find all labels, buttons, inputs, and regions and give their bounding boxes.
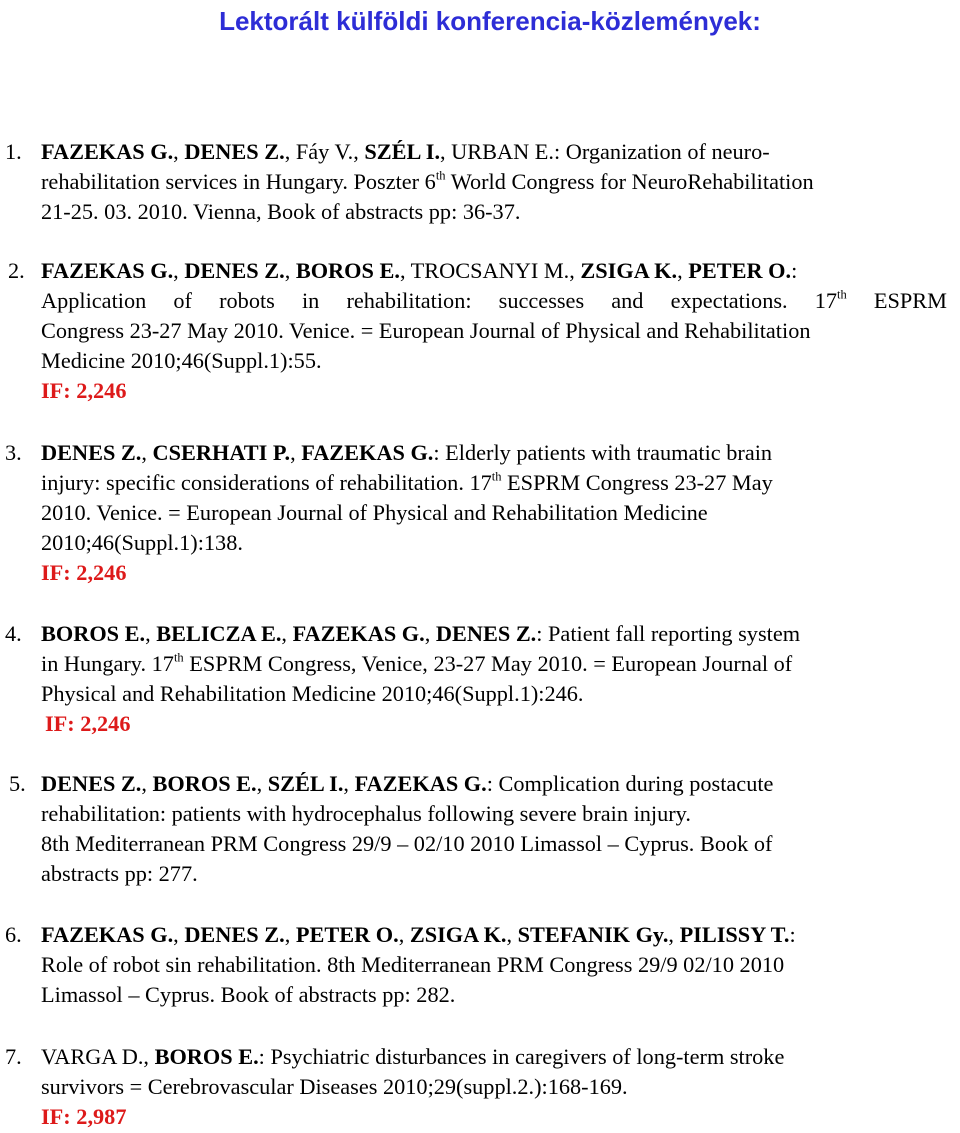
author-name: DENES Z. — [435, 621, 537, 646]
entry-text-line — [41, 346, 947, 376]
author-name: PETER O. — [688, 258, 792, 283]
reference-entry-2 — [8, 256, 947, 406]
entry-text-line — [41, 859, 941, 889]
entry-text-line — [41, 137, 911, 167]
text-run: , — [424, 621, 436, 646]
text-run: : Complication during postacute — [486, 771, 774, 796]
text-run: : — [789, 922, 796, 947]
entry-number: 6. — [5, 922, 22, 947]
text-run: , — [677, 258, 689, 283]
ordinal-suffix: th — [491, 469, 502, 484]
entry-text-line — [41, 679, 941, 709]
reference-entry-3 — [5, 438, 911, 588]
entry-text-line — [41, 619, 941, 649]
author-name: SZÉL I. — [364, 139, 441, 164]
text-run: rehabilitation: patients with hydrocephalus following severe brain injury. — [41, 801, 691, 826]
text-run: , — [398, 922, 410, 947]
entry-number: 4. — [5, 621, 22, 646]
author-name: DENES Z. — [41, 771, 142, 796]
text-run: , — [284, 258, 296, 283]
text-run: , — [256, 771, 268, 796]
text-run: VARGA D., — [41, 1044, 155, 1069]
text-run: ESPRM — [846, 288, 947, 313]
author-name: DENES Z. — [184, 922, 285, 947]
author-name: SZÉL I. — [267, 771, 344, 796]
author-name: STEFANIK Gy. — [517, 922, 669, 947]
text-run: ESPRM Congress 23-27 May — [501, 470, 773, 495]
ordinal-suffix: th — [837, 287, 847, 302]
text-run: Application of robots in rehabilitation: successes and expectations. 17 — [41, 288, 838, 313]
entry-number: 7. — [5, 1044, 22, 1069]
text-run: , — [668, 922, 680, 947]
author-name: FAZEKAS G. — [354, 771, 487, 796]
ordinal-suffix: th — [173, 650, 184, 665]
text-run: rehabilitation services in Hungary. Poszter 6 — [41, 169, 436, 194]
entry-text-line — [41, 980, 951, 1010]
text-run: , — [173, 258, 185, 283]
author-name: FAZEKAS G. — [41, 139, 174, 164]
entry-text-line — [41, 167, 911, 197]
entry-text-line — [41, 498, 911, 528]
text-run: : Patient fall reporting system — [536, 621, 801, 646]
author-name: FAZEKAS G. — [301, 440, 434, 465]
text-run: , TROCSANYI M., — [399, 258, 581, 283]
text-run: World Congress for NeuroRehabilitation — [445, 169, 814, 194]
text-run: , — [281, 621, 293, 646]
text-run: , — [284, 922, 296, 947]
author-name: BOROS E. — [152, 771, 257, 796]
author-name: DENES Z. — [41, 440, 142, 465]
author-name: PILISSY T. — [679, 922, 790, 947]
entry-text-line — [41, 197, 911, 227]
entry-text-line — [41, 649, 941, 679]
text-run: , — [141, 771, 153, 796]
entry-text-line — [41, 256, 947, 286]
author-name: FAZEKAS G. — [41, 258, 174, 283]
impact-factor: IF: 2,246 — [41, 560, 127, 585]
entry-text-line — [41, 468, 911, 498]
text-run: survivors = Cerebrovascular Diseases 2010;29(suppl.2.):168-169. — [41, 1074, 628, 1099]
entry-text-line — [41, 1072, 941, 1102]
author-name: DENES Z. — [184, 139, 285, 164]
author-name: BOROS E. — [154, 1044, 259, 1069]
text-run: : — [791, 258, 798, 283]
author-name: FAZEKAS G. — [292, 621, 425, 646]
entry-text-line — [41, 286, 947, 316]
text-run: 8th Mediterranean PRM Congress 29/9 – 02/10 2010 Limassol – Cyprus. Book of — [41, 831, 773, 856]
text-run: Role of robot sin rehabilitation. 8th Mediterranean PRM Congress 29/9 02/10 2010 — [41, 952, 785, 977]
entry-number: 3. — [5, 440, 22, 465]
text-run: abstracts pp: 277. — [41, 861, 198, 886]
reference-entry-1 — [5, 137, 911, 227]
entry-text-line — [41, 769, 941, 799]
text-run: , — [173, 922, 185, 947]
reference-entry-7 — [5, 1042, 941, 1132]
text-run: , — [141, 440, 153, 465]
text-run: : Elderly patients with traumatic brain — [433, 440, 773, 465]
text-run: : Psychiatric disturbances in caregivers of long-term stroke — [258, 1044, 785, 1069]
text-run: Limassol – Cyprus. Book of abstracts pp: 282. — [41, 982, 456, 1007]
text-run: , — [290, 440, 302, 465]
entry-text-line — [41, 950, 951, 980]
author-name: BOROS E. — [41, 621, 146, 646]
author-name: PETER O. — [295, 922, 399, 947]
entry-number: 2. — [8, 258, 25, 283]
author-name: ZSIGA K. — [580, 258, 678, 283]
author-name: CSERHATI P. — [152, 440, 291, 465]
impact-factor: IF: 2,246 — [45, 711, 131, 736]
text-run: , URBAN E.: Organization of neuro- — [440, 139, 770, 164]
entry-text-line — [41, 1042, 941, 1072]
text-run: , — [173, 139, 185, 164]
text-run: , — [343, 771, 355, 796]
text-run: , Fáy V., — [284, 139, 365, 164]
text-run: 2010. Venice. = European Journal of Physical and Rehabilitation Medicine — [41, 500, 708, 525]
entry-text-line — [41, 799, 941, 829]
text-run: in Hungary. 17 — [41, 651, 174, 676]
reference-entry-5 — [9, 769, 941, 889]
author-name: ZSIGA K. — [409, 922, 507, 947]
reference-entry-4 — [5, 619, 941, 739]
author-name: BELICZA E. — [156, 621, 282, 646]
author-name: DENES Z. — [184, 258, 285, 283]
entry-number: 1. — [5, 139, 22, 164]
text-run: 21-25. 03. 2010. Vienna, Book of abstracts pp: 36-37. — [41, 199, 521, 224]
author-name: BOROS E. — [295, 258, 400, 283]
text-run: Medicine 2010;46(Suppl.1):55. — [41, 348, 322, 373]
entry-text-line — [41, 829, 941, 859]
text-run: , — [145, 621, 157, 646]
text-run: 2010;46(Suppl.1):138. — [41, 530, 243, 555]
reference-entry-6 — [5, 920, 951, 1010]
text-run: ESPRM Congress, Venice, 23-27 May 2010. = European Journal of — [183, 651, 793, 676]
entry-text-line — [41, 528, 911, 558]
entry-text-line — [41, 316, 947, 346]
text-run: injury: specific considerations of rehabilitation. 17 — [41, 470, 492, 495]
text-run: Physical and Rehabilitation Medicine 2010;46(Suppl.1):246. — [41, 681, 584, 706]
entry-text-line — [41, 920, 951, 950]
impact-factor: IF: 2,246 — [41, 378, 127, 403]
entry-number: 5. — [9, 771, 26, 796]
page-title: Lektorált külföldi konferencia-közlemények: — [219, 6, 761, 36]
impact-factor: IF: 2,987 — [41, 1104, 127, 1129]
text-run: Congress 23-27 May 2010. Venice. = European Journal of Physical and Rehabilitation — [41, 318, 811, 343]
ordinal-suffix: th — [435, 168, 446, 183]
author-name: FAZEKAS G. — [41, 922, 174, 947]
text-run: , — [506, 922, 518, 947]
entry-text-line — [41, 438, 911, 468]
